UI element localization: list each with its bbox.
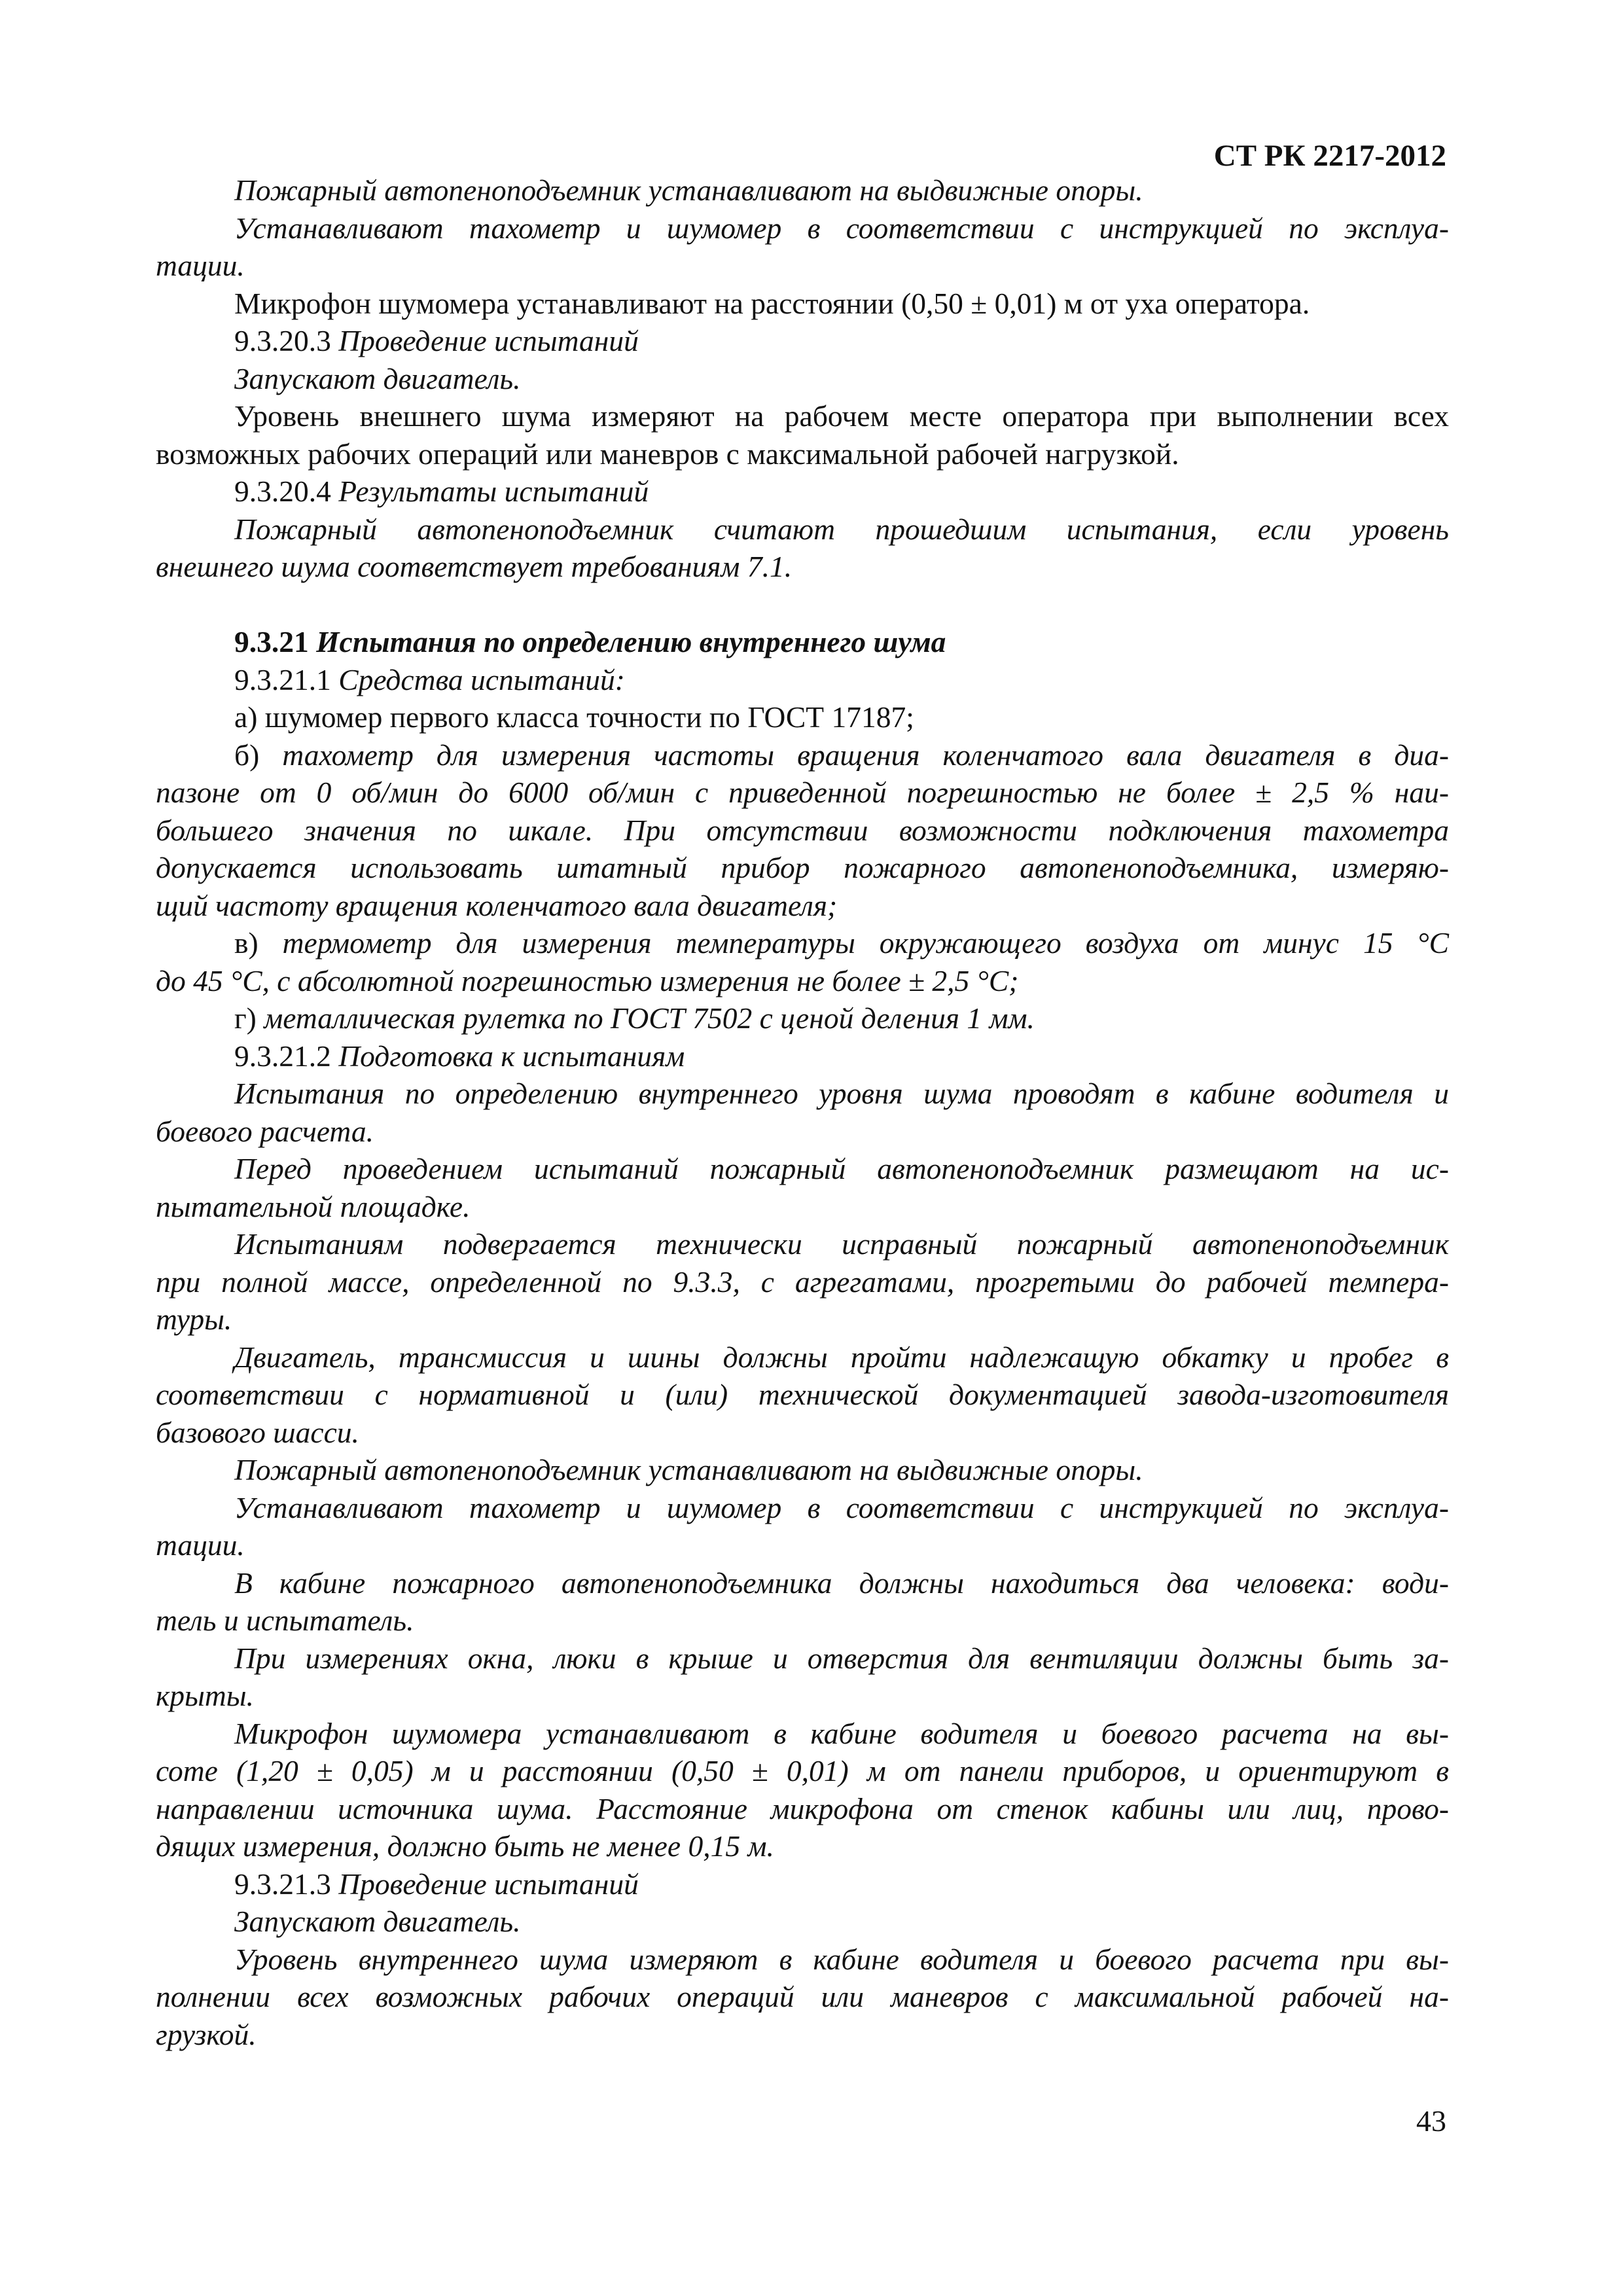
text-run: Микрофон шумомера устанавливают на расстоянии (0,50 ± 0,01) м от уха оператора. — [234, 286, 1310, 320]
text-run: Проведение испытаний — [338, 1867, 639, 1901]
text-run: соответствии с нормативной и (или) технической документацией завода-изготовителя — [156, 1378, 1449, 1411]
text-line — [156, 999, 1449, 1037]
text-line — [156, 812, 1449, 850]
text-run: Микрофон шумомера устанавливают в кабине водителя и боевого расчета на вы- — [234, 1716, 1449, 1750]
text-run: пытательной площадке. — [156, 1189, 471, 1223]
text-run: при полной массе, определенной по 9.3.3, с агрегатами, прогретыми до рабочей темпера- — [156, 1265, 1449, 1299]
text-run: металлическая рулетка по ГОСТ 7502 с ценой деления 1 мм. — [264, 1001, 1035, 1035]
document-body — [156, 171, 1449, 2053]
text-line — [156, 397, 1449, 435]
text-line — [156, 1489, 1449, 1527]
text-run: большего значения по шкале. При отсутствии возможности подключения тахометра — [156, 813, 1449, 847]
text-line — [156, 322, 1449, 360]
text-line — [156, 736, 1449, 774]
text-run: базового шасси. — [156, 1415, 359, 1449]
text-run: Запускают двигатель. — [234, 1905, 521, 1938]
text-run: в) — [234, 926, 283, 960]
text-run: Испытаниям подвергается технически исправный пожарный автопеноподъемник — [234, 1227, 1449, 1261]
text-line — [156, 924, 1449, 962]
text-line — [156, 2016, 1449, 2054]
text-run: туры. — [156, 1302, 232, 1336]
text-line — [156, 473, 1449, 511]
text-line — [156, 360, 1449, 398]
text-line — [156, 698, 1449, 736]
text-run: соте (1,20 ± 0,05) м и расстоянии (0,50 ± 0,01) м от панели приборов, и ориентируют в — [156, 1754, 1449, 1787]
text-line — [156, 171, 1449, 209]
text-run: 9.3.20.3 — [234, 324, 339, 357]
text-line — [156, 1941, 1449, 1979]
text-line — [156, 1677, 1449, 1715]
text-line — [156, 774, 1449, 812]
text-run: Испытания по определению внутреннего шума — [316, 625, 946, 658]
text-run: до 45 °С, с абсолютной погрешностью измерения не более ± 2,5 °С; — [156, 963, 1019, 997]
text-line — [156, 247, 1449, 285]
text-run: Перед проведением испытаний пожарный автопеноподъемник размещают на ис- — [234, 1152, 1449, 1185]
page-number: 43 — [1416, 2104, 1446, 2138]
text-line — [156, 1225, 1449, 1263]
text-line — [156, 1526, 1449, 1564]
text-run: При измерениях окна, люки в крыше и отверстия для вентиляции должны быть за- — [234, 1641, 1449, 1675]
text-line — [156, 1150, 1449, 1188]
text-run: Средства испытаний: — [338, 662, 625, 696]
text-run: тации. — [156, 1528, 245, 1562]
text-line — [156, 1075, 1449, 1113]
text-line — [156, 1827, 1449, 1865]
text-run: 9.3.21.1 — [234, 662, 339, 696]
text-run: тель и испытатель. — [156, 1604, 414, 1637]
text-run: 9.3.21.3 — [234, 1867, 339, 1901]
text-line — [156, 435, 1449, 473]
text-run: Пожарный автопеноподъемник устанавливают на выдвижные опоры. — [234, 1453, 1143, 1486]
text-run: Пожарный автопеноподъемник устанавливают на выдвижные опоры. — [234, 173, 1143, 207]
text-line — [156, 511, 1449, 548]
text-line — [156, 1865, 1449, 1903]
text-line — [156, 1338, 1449, 1376]
text-line — [156, 1300, 1449, 1338]
text-run: г) — [234, 1001, 264, 1035]
text-run: тахометр для измерения частоты вращения коленчатого вала двигателя в диа- — [282, 738, 1449, 772]
text-run: Двигатель, трансмиссия и шины должны пройти надлежащую обкатку и пробег в — [234, 1340, 1449, 1374]
text-run: Испытания по определению внутреннего уровня шума проводят в кабине водителя и — [234, 1077, 1449, 1110]
text-run: Запускают двигатель. — [234, 361, 521, 395]
text-line — [156, 623, 1449, 661]
text-line — [156, 1188, 1449, 1226]
text-line — [156, 285, 1449, 323]
text-run: полнении всех возможных рабочих операций или маневров с максимальной рабочей на- — [156, 1980, 1449, 2013]
text-run: Уровень внешнего шума измеряют на рабочем месте оператора при выполнении всех — [234, 399, 1449, 433]
text-run: пазоне от 0 об/мин до 6000 об/мин с приведенной погрешностью не более ± 2,5 % наи- — [156, 776, 1449, 809]
text-line — [156, 962, 1449, 1000]
text-run: направлении источника шума. Расстояние микрофона от стенок кабины или лиц, прово- — [156, 1791, 1449, 1825]
text-line — [156, 1790, 1449, 1828]
text-line — [156, 1564, 1449, 1602]
text-line — [156, 209, 1449, 247]
text-run: б) — [234, 738, 283, 772]
text-run: Подготовка к испытаниям — [338, 1039, 685, 1073]
text-line — [156, 1978, 1449, 2016]
text-run: Уровень внутреннего шума измеряют в кабине водителя и боевого расчета при вы- — [234, 1942, 1449, 1976]
text-line — [156, 1640, 1449, 1677]
text-run: а) шумомер первого класса точности по ГОСТ 17187; — [234, 700, 914, 734]
text-line — [156, 849, 1449, 887]
text-line — [156, 1602, 1449, 1640]
text-run: Устанавливают тахометр и шумомер в соответствии с инструкцией по эксплуа- — [234, 1490, 1449, 1524]
text-line — [156, 887, 1449, 925]
text-run: боевого расчета. — [156, 1114, 374, 1148]
text-run: дящих измерения, должно быть не менее 0,15 м. — [156, 1829, 774, 1863]
text-run: крыты. — [156, 1679, 254, 1712]
text-run: внешнего шума соответствует требованиям 7.1. — [156, 550, 793, 583]
text-run: щий частоту вращения коленчатого вала двигателя; — [156, 888, 838, 922]
text-line — [156, 1715, 1449, 1753]
text-run: термометр для измерения температуры окружающего воздуха от минус 15 °С — [282, 926, 1449, 960]
text-line — [156, 548, 1449, 586]
text-line — [156, 1263, 1449, 1301]
text-run: 9.3.21 — [234, 625, 317, 658]
text-run: Пожарный автопеноподъемник считают прошедшим испытания, если уровень — [234, 512, 1449, 546]
text-line — [156, 1113, 1449, 1151]
section-spacer — [156, 586, 1449, 624]
text-line — [156, 661, 1449, 699]
text-run: возможных рабочих операций или маневров с максимальной рабочей нагрузкой. — [156, 437, 1179, 471]
text-line — [156, 1037, 1449, 1075]
text-run: тации. — [156, 249, 245, 282]
text-line — [156, 1414, 1449, 1452]
text-line — [156, 1752, 1449, 1790]
text-line — [156, 1903, 1449, 1941]
text-run: Устанавливают тахометр и шумомер в соответствии с инструкцией по эксплуа- — [234, 211, 1449, 245]
text-run: допускается использовать штатный прибор пожарного автопеноподъемника, измеряю- — [156, 851, 1449, 884]
text-run: Результаты испытаний — [338, 475, 649, 508]
text-run: грузкой. — [156, 2017, 257, 2051]
text-run: В кабине пожарного автопеноподъемника должны находиться два человека: води- — [234, 1566, 1449, 1600]
text-line — [156, 1376, 1449, 1414]
text-run: 9.3.20.4 — [234, 475, 339, 508]
text-line — [156, 1451, 1449, 1489]
text-run: 9.3.21.2 — [234, 1039, 339, 1073]
document-code-header: СТ РК 2217-2012 — [1213, 139, 1446, 173]
text-run: Проведение испытаний — [338, 324, 639, 357]
